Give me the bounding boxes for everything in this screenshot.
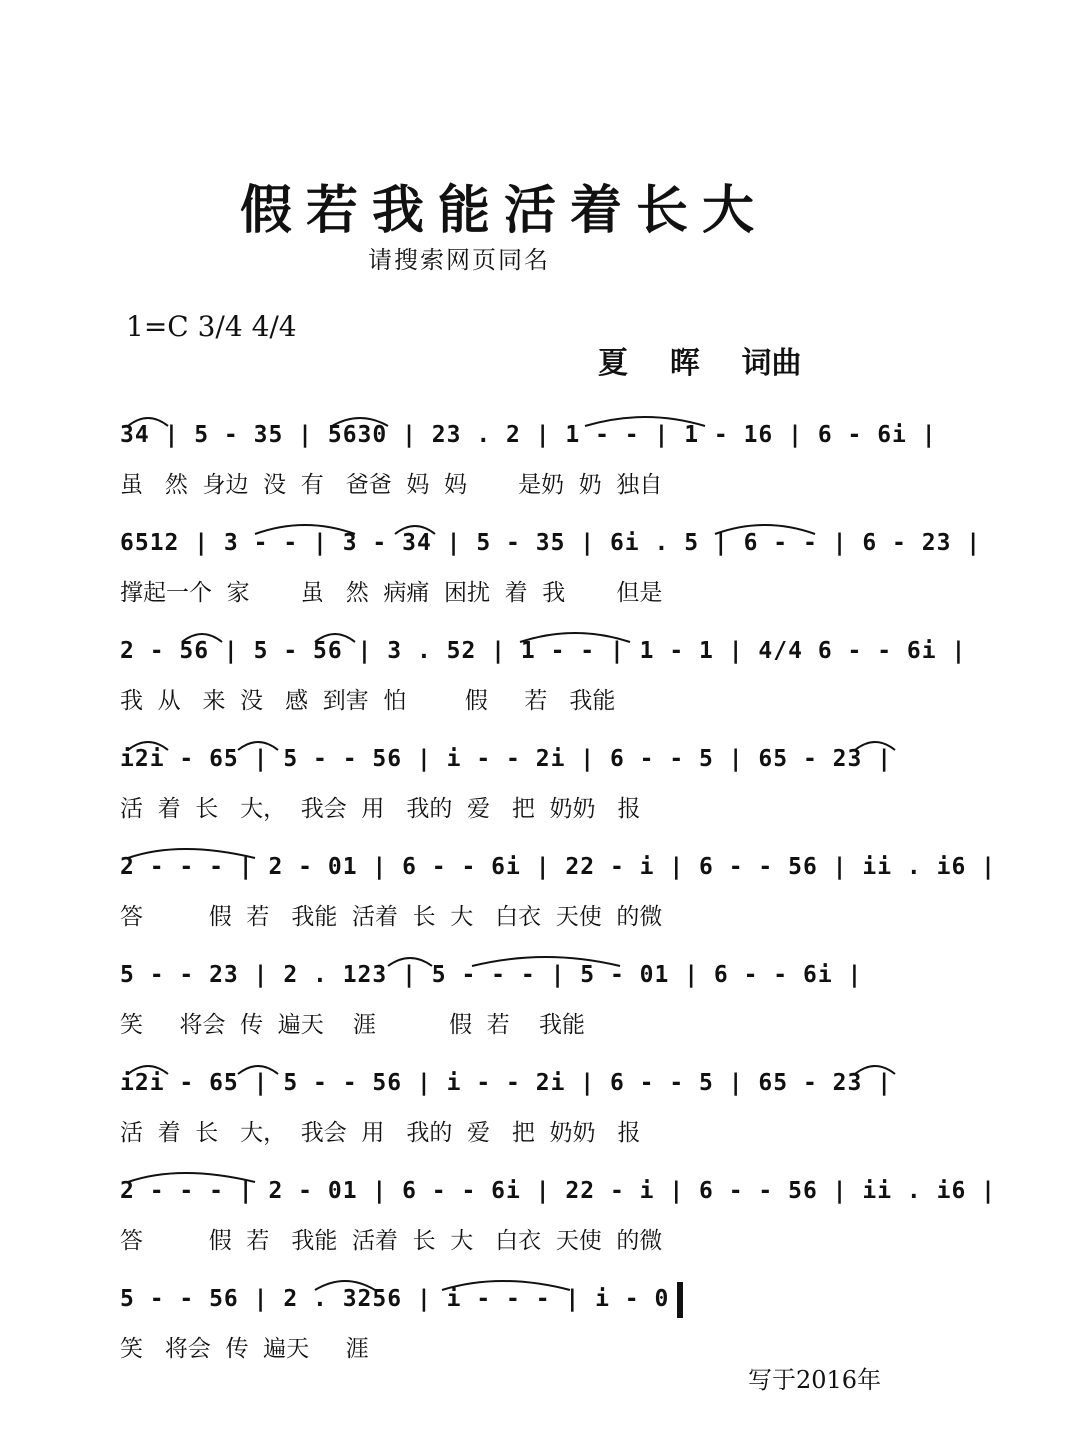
score-line-1 xyxy=(120,408,937,508)
lyrics-row: 虽 然 身边 没 有 爸爸 妈 妈 是奶 奶 独自 xyxy=(120,472,663,498)
notation-row: 5 - - 23 | 2 . 123 | 5 - - - | 5 - 01 | 6 - - 6i | xyxy=(120,962,863,988)
lyrics-row: 答 假 若 我能 活着 长 大 白衣 天使 的微 xyxy=(120,1228,663,1254)
lyrics-row: 答 假 若 我能 活着 长 大 白衣 天使 的微 xyxy=(120,904,663,930)
notation-row: 2 - - - | 2 - 01 | 6 - - 6i | 22 - i | 6 - - 56 | ii . i6 | xyxy=(120,854,996,880)
score-line-5 xyxy=(120,840,996,940)
score-line-4 xyxy=(120,732,920,832)
lyrics-row: 我 从 来 没 感 到害 怕 假 若 我能 xyxy=(120,688,616,714)
notation-row: 2 - 56 | 5 - 56 | 3 . 52 | 1 - - | 1 - 1 | 4/4 6 - - 6i | xyxy=(120,638,967,664)
score-line-9 xyxy=(120,1272,920,1372)
lyrics-row: 活 着 长 大， 我会 用 我的 爱 把 奶奶 报 xyxy=(120,1120,641,1146)
score-line-6 xyxy=(120,948,920,1048)
notation-row: i2i - 65 | 5 - - 56 | i - - 2i | 6 - - 5 | 65 - 23 | xyxy=(120,746,893,772)
final-barline xyxy=(677,1282,683,1318)
key-signature: 1=C 3/4 4/4 xyxy=(126,310,297,343)
lyrics-row: 撑起一个 家 虽 然 病痛 困扰 着 我 但是 xyxy=(120,580,663,606)
notation-row: 34 | 5 - 35 | 5630 | 23 . 2 | 1 - - | 1 - 16 | 6 - 6i | xyxy=(120,422,937,448)
subtitle: 请搜索网页同名 xyxy=(368,246,550,274)
credit: 夏 晖 词曲 xyxy=(598,346,802,381)
notation-row: 5 - - 56 | 2 . 3256 | i - - - | i - 0 xyxy=(120,1286,670,1312)
lyrics-row: 笑 将会 传 遍天 涯 xyxy=(120,1336,369,1362)
notation-row: 6512 | 3 - - | 3 - 34 | 5 - 35 | 6i . 5 | 6 - - | 6 - 23 | xyxy=(120,530,982,556)
footer-date: 写于2016年 xyxy=(748,1366,882,1394)
notation-row: i2i - 65 | 5 - - 56 | i - - 2i | 6 - - 5 | 65 - 23 | xyxy=(120,1070,893,1096)
score-line-8 xyxy=(120,1164,996,1264)
score-line-7 xyxy=(120,1056,920,1156)
notation-row: 2 - - - | 2 - 01 | 6 - - 6i | 22 - i | 6 - - 56 | ii . i6 | xyxy=(120,1178,996,1204)
song-title: 假若我能活着长大 xyxy=(240,180,769,241)
score-line-3 xyxy=(120,624,967,724)
lyrics-row: 笑 将会 传 遍天 涯 假 若 我能 xyxy=(120,1012,586,1038)
lyrics-row: 活 着 长 大， 我会 用 我的 爱 把 奶奶 报 xyxy=(120,796,641,822)
score-line-2 xyxy=(120,516,982,616)
